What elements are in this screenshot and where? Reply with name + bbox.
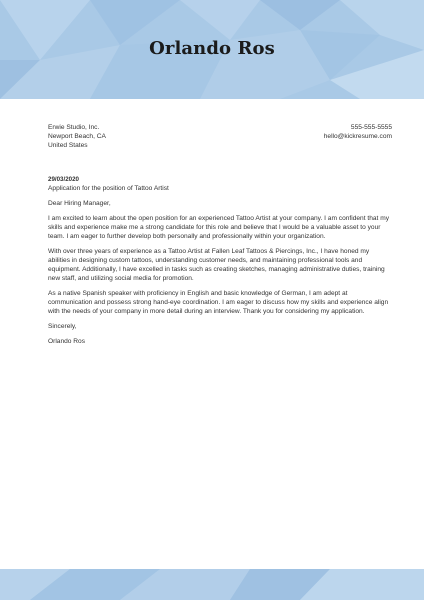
recipient-country: United States xyxy=(48,141,88,149)
paragraph-skills: As a native Spanish speaker with proficiency in English and basic knowledge of German, I am adept at communication and possess strong hand-eye coordination. I am eager to discuss how my skills and experience align with the needs of your company in more detail during an interview. Thank you for considering my application. xyxy=(48,289,389,315)
sender-email: hello@kickresume.com xyxy=(323,132,392,140)
footer-banner xyxy=(0,569,424,600)
letter-date: 29/03/2020 xyxy=(48,176,79,183)
applicant-name: Orlando Ros xyxy=(149,38,275,59)
footer-polygon-pattern xyxy=(0,569,424,600)
paragraph-experience: With over three years of experience as a Tattoo Artist at Fallen Leaf Tattoos & Piercings, Inc., I have honed my abilities in designing custom tattoos, understanding customer needs, and maintaining professional tools and equipment. Additionally, I have excelled in tasks such as creating sketches, managing administrative duties, training new staff, and utilizing social media for promotion. xyxy=(48,248,385,282)
sender-contact xyxy=(324,124,392,142)
paragraph-intro: I am excited to learn about the open position for an experienced Tattoo Artist at your company. I am confident that my skills and experience make me a strong candidate for this role and believe that I would be a valuable asset to your team. I am eager to further develop both personally and professionally within your organization. xyxy=(48,215,389,240)
recipient-address xyxy=(48,124,106,151)
recipient-city: Newport Beach, CA xyxy=(48,132,106,140)
recipient-company: Erwie Studio, Inc. xyxy=(48,124,100,131)
letter-body xyxy=(48,200,392,353)
signature: Orlando Ros xyxy=(48,337,86,345)
header-banner xyxy=(0,0,424,99)
letter-subject: Application for the position of Tattoo Artist xyxy=(48,185,169,192)
greeting: Dear Hiring Manager, xyxy=(48,200,111,207)
sender-phone: 555-555-5555 xyxy=(350,124,392,131)
closing: Sincerely, xyxy=(48,322,77,330)
